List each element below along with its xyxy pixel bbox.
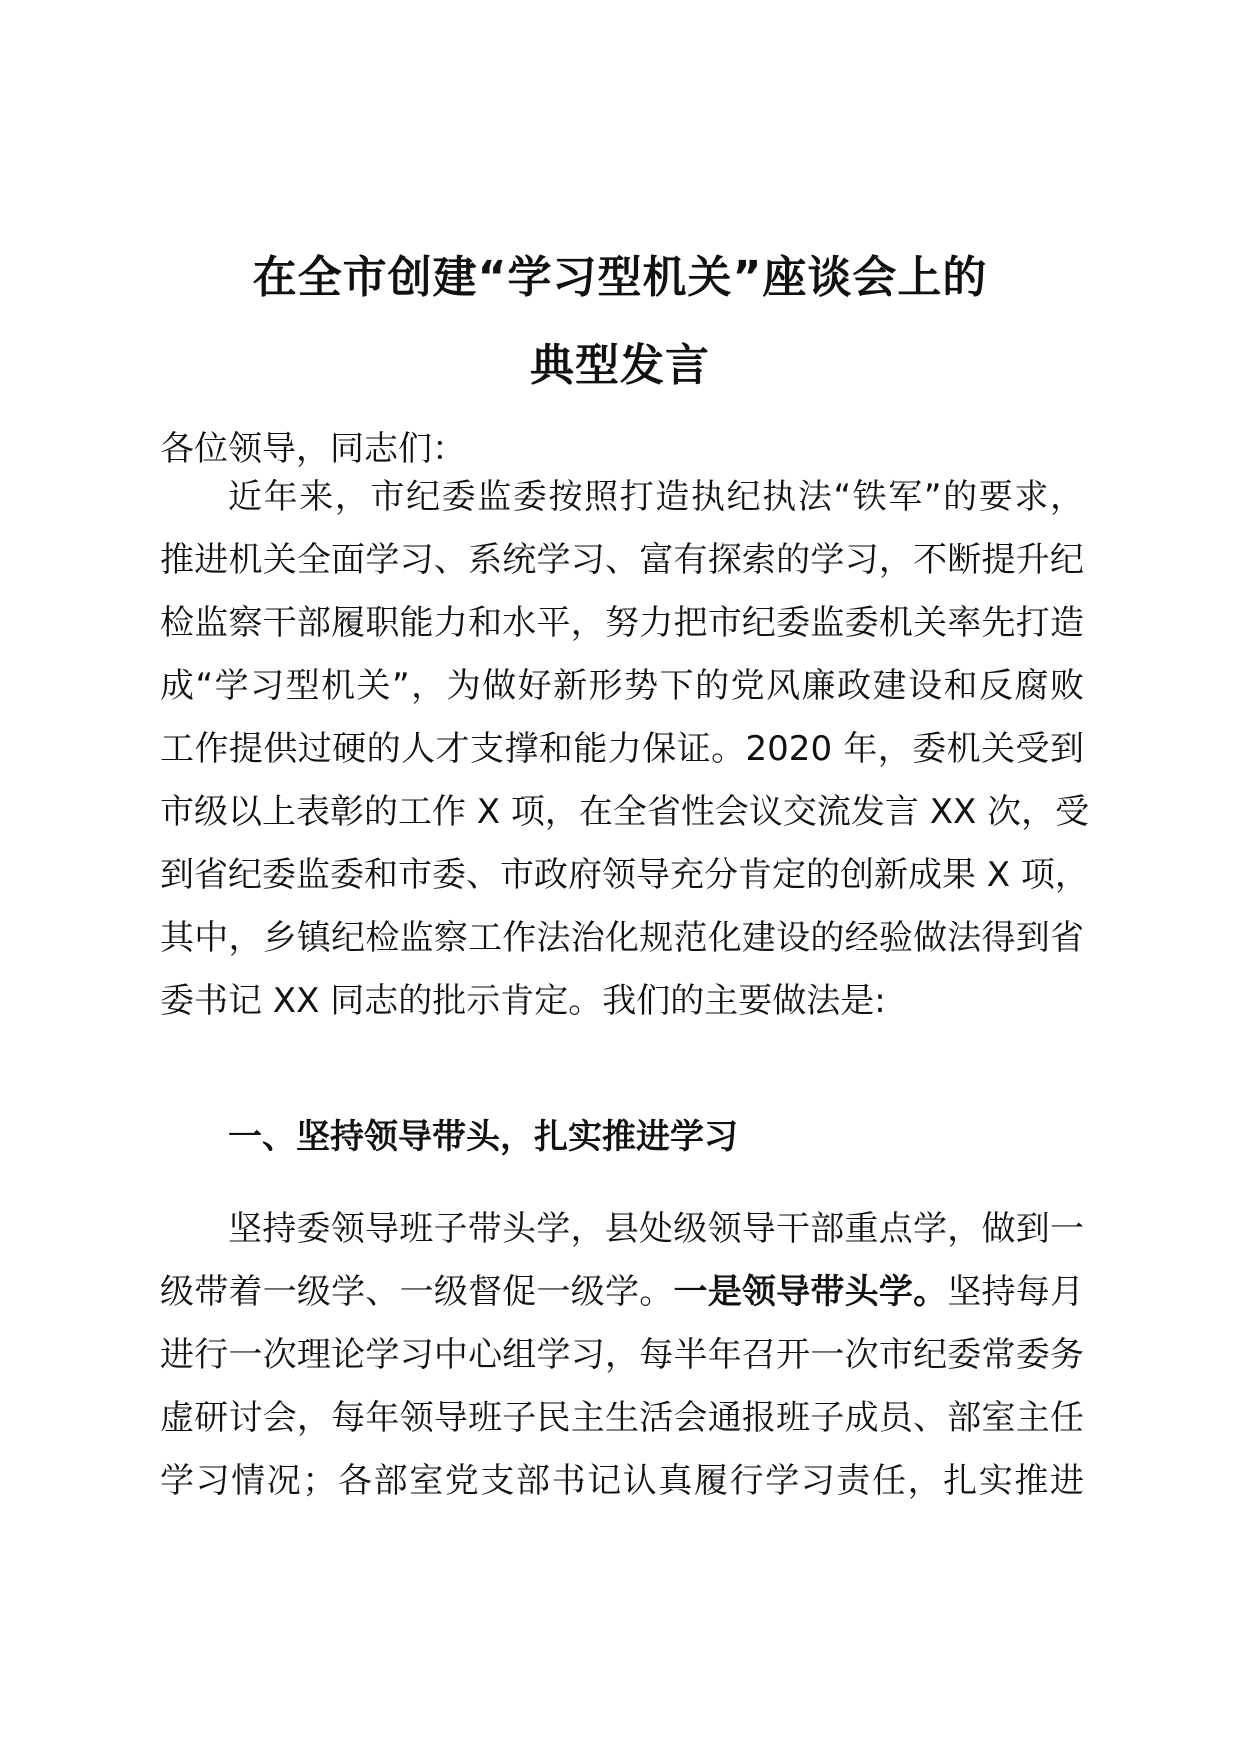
salutation: 各位领导，同志们：: [160, 429, 466, 469]
section-1-heading: 一、坚持领导带头，扎实推进学习: [228, 1117, 738, 1157]
paragraph-2-line: 坚持委领导班子带头学，县处级领导干部重点学，做到一: [228, 1209, 1084, 1249]
paragraph-1-line: 到省纪委监委和市委、市政府领导充分肯定的创新成果 X 项，: [160, 855, 1089, 895]
paragraph-2-bold-lead: 一是领导带头学。: [673, 1272, 948, 1312]
paragraph-1-line: 成“学习型机关”，为做好新形势下的党风廉政建设和反腐败: [160, 666, 1084, 706]
paragraph-2-text: 级带着一级学、一级督促一级学。: [160, 1272, 674, 1312]
paragraph-1-line: 检监察干部履职能力和水平，努力把市纪委监委机关率先打造: [160, 603, 1084, 643]
paragraph-2-line: 虚研讨会，每年领导班子民主生活会通报班子成员、部室主任: [160, 1398, 1084, 1438]
paragraph-2-line: 进行一次理论学习中心组学习，每半年召开一次市纪委常委务: [160, 1335, 1084, 1375]
paragraph-2-line: [160, 1268, 1084, 1316]
document-title-line-2: 典型发言: [530, 340, 710, 391]
paragraph-1-line: 其中，乡镇纪检监察工作法治化规范化建设的经验做法得到省: [160, 918, 1084, 958]
paragraph-1-line: 近年来，市纪委监委按照打造执纪执法“铁军”的要求，: [228, 477, 1084, 517]
paragraph-2-line: 学习情况；各部室党支部书记认真履行学习责任，扎实推进: [160, 1461, 1084, 1501]
paragraph-1-line: 工作提供过硬的人才支撑和能力保证。2020 年，委机关受到: [160, 729, 1084, 769]
paragraph-2-text: 坚持每月: [947, 1272, 1085, 1312]
paragraph-1-line: 委书记 XX 同志的批示肯定。我们的主要做法是:: [160, 981, 886, 1021]
document-title-line-1: 在全市创建“学习型机关”座谈会上的: [252, 252, 988, 303]
paragraph-1-line: 市级以上表彰的工作 X 项，在全省性会议交流发言 XX 次，受: [160, 792, 1090, 832]
paragraph-1-line: 推进机关全面学习、系统学习、富有探索的学习，不断提升纪: [160, 540, 1084, 580]
